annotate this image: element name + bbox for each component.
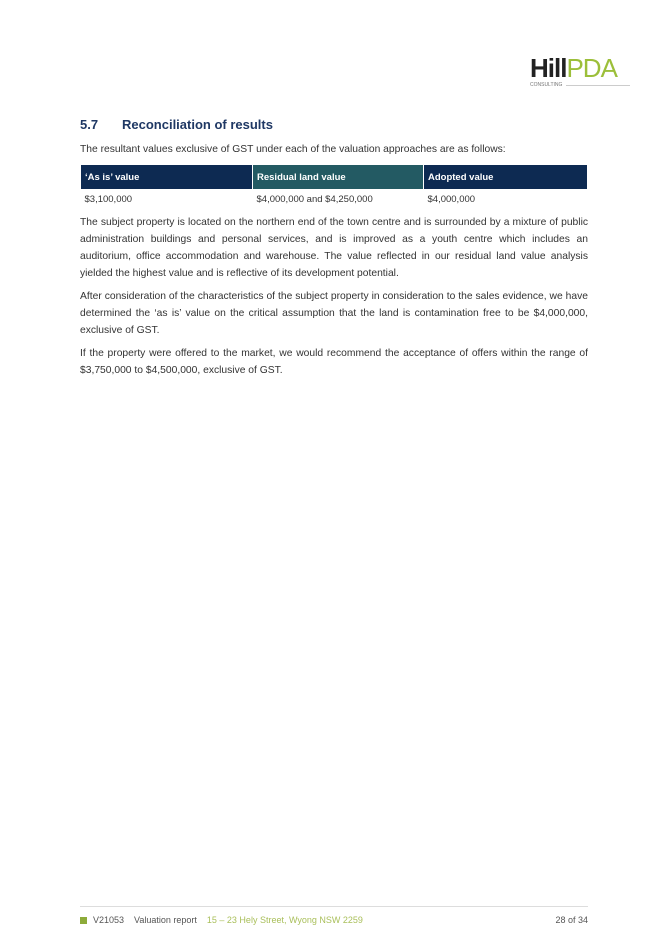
footer-square-icon bbox=[80, 917, 87, 924]
logo-pda: PDA bbox=[566, 53, 617, 83]
valuation-table bbox=[80, 164, 588, 208]
footer bbox=[80, 914, 588, 926]
main-content bbox=[80, 117, 588, 385]
header-residual: Residual land value bbox=[253, 165, 424, 190]
section-heading bbox=[80, 117, 588, 133]
logo-wordmark bbox=[530, 55, 630, 81]
footer-doc: Valuation report bbox=[134, 915, 197, 925]
logo-tagline: CONSULTING bbox=[530, 82, 563, 88]
header-adopted: Adopted value bbox=[424, 165, 588, 190]
footer-address: 15 – 23 Hely Street, Wyong NSW 2259 bbox=[206, 915, 363, 925]
logo-hill: Hill bbox=[530, 53, 567, 83]
header-as-is: ‘As is’ value bbox=[81, 165, 253, 190]
table-header-row bbox=[81, 165, 588, 190]
cell-residual: $4,000,000 and $4,250,000 bbox=[256, 193, 373, 205]
footer-divider bbox=[80, 906, 588, 907]
section-title: Reconciliation of results bbox=[122, 117, 273, 132]
paragraph-1: The subject property is located on the northern end of the town centre and is surrounded by a mixture of public administration buildings and personal services, and is improved as a youth centre which includes an auditorium, office accommodation and warehouse. The value reflected in our residual land value analysis yielded the highest value and is reflective of its development potential. bbox=[80, 217, 588, 279]
hillpda-logo bbox=[530, 55, 630, 88]
logo-line bbox=[566, 85, 630, 86]
cell-adopted: $4,000,000 bbox=[427, 193, 476, 205]
intro-text: The resultant values exclusive of GST under each of the valuation approaches are as follows: bbox=[80, 144, 506, 155]
table-row bbox=[81, 190, 588, 209]
cell-as-is: $3,100,000 bbox=[84, 193, 133, 205]
section-number: 5.7 bbox=[80, 117, 99, 132]
paragraph-2: After consideration of the characteristics of the subject property in consideration to the sales evidence, we have determined the ‘as is’ value on the critical assumption that the land is contamination free to be $4,000,000, exclusive of GST. bbox=[80, 291, 588, 336]
page-number: 28 of 34 bbox=[555, 915, 588, 925]
paragraph-3: If the property were offered to the market, we would recommend the acceptance of offers within the range of $3,750,000 to $4,500,000, exclusive of GST. bbox=[80, 348, 588, 376]
footer-code: V21053 bbox=[93, 915, 125, 925]
